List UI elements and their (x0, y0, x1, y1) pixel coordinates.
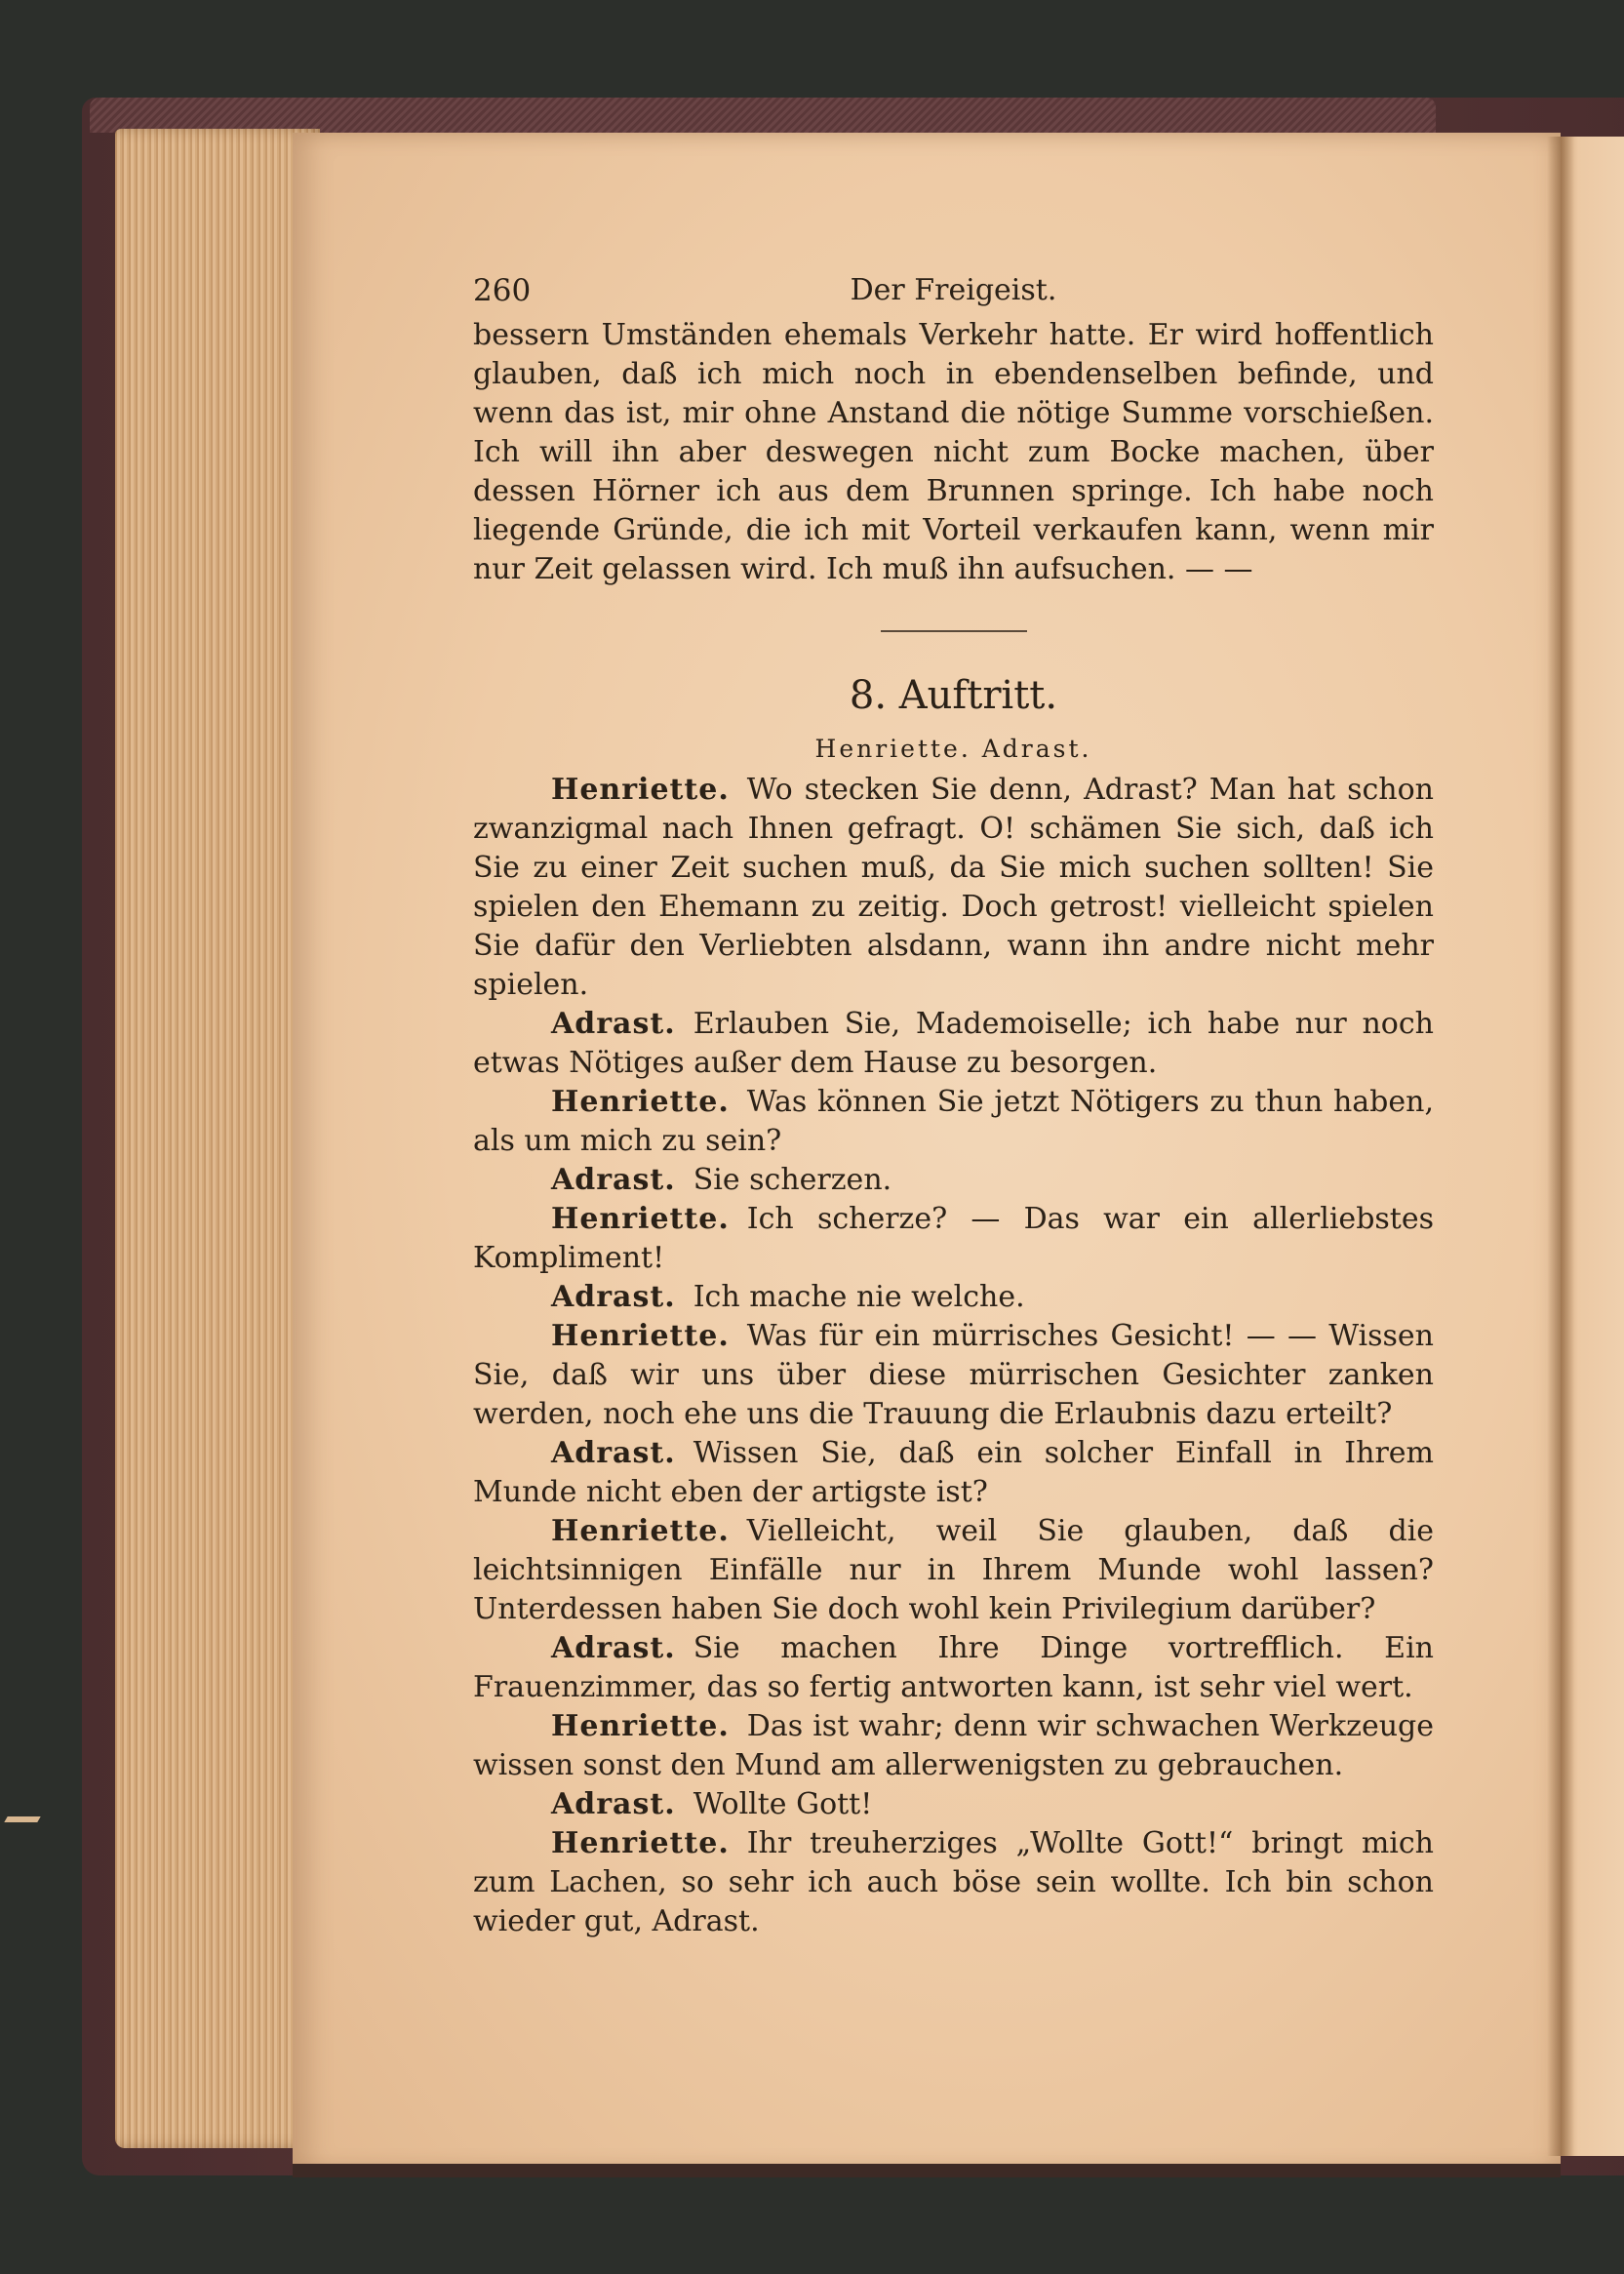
dialogue-line (473, 1161, 1434, 1200)
speaker-name: Adrast. (551, 1631, 676, 1665)
speaker-name: Henriette. (551, 1826, 730, 1860)
speech-text: Was können Sie jetzt Nötigers zu thun haben, als um mich zu sein? (473, 1085, 1434, 1158)
speaker-name: Adrast. (551, 1163, 676, 1197)
section-divider (881, 630, 1027, 632)
running-head (473, 271, 1434, 310)
page-bottom-edge (293, 2164, 1561, 2177)
page-number: 260 (473, 273, 532, 308)
speaker-name: Henriette. (551, 1514, 730, 1548)
speaker-name: Henriette. (551, 773, 730, 807)
page-block-edges (115, 129, 320, 2148)
dialogue-line (473, 771, 1434, 1005)
speaker-name: Henriette. (551, 1709, 730, 1743)
dialogue-line (473, 1824, 1434, 1941)
speech-text: Sie machen Ihre Dinge vortrefflich. Ein Frauenzimmer, das so fertig antworten kann, ist sehr viel wert. (473, 1631, 1434, 1704)
speech-text: Wo stecken Sie denn, Adrast? Man hat schon zwanzigmal nach Ihnen gefragt. O! schämen Sie sich, daß ich Sie zu einer Zeit suchen muß, da Sie mich suchen sollten! Sie spielen den Ehemann zu zeitig. Doch getrost! vielleicht spielen Sie dafür den Verliebten alsdann, wann ihn andre nicht mehr spielen. (473, 773, 1434, 1002)
speech-text: Wissen Sie, daß ein solcher Einfall in Ihrem Munde nicht eben der artigste ist? (473, 1436, 1434, 1509)
speaker-name: Adrast. (551, 1280, 676, 1314)
dialogue-line (473, 1278, 1434, 1317)
dialogue-line (473, 1629, 1434, 1707)
speaker-name: Henriette. (551, 1202, 730, 1236)
speech-text: Vielleicht, weil Sie glauben, daß die leichtsinnigen Einfälle nur in Ihrem Munde wohl lassen? Unterdessen haben Sie doch wohl kein Privilegium darüber? (473, 1514, 1434, 1626)
scene-heading: 8. Auftritt. (849, 673, 1058, 718)
speaker-name: Adrast. (551, 1436, 676, 1470)
dialogue-line (473, 1200, 1434, 1278)
speech-text: Das ist wahr; denn wir schwachen Werkzeuge wissen sonst den Mund am allerwenigsten zu gebrauchen. (473, 1709, 1434, 1782)
speech-text: Ich mache nie welche. (693, 1280, 1025, 1314)
speaker-name: Henriette. (551, 1319, 730, 1353)
paper-mark (4, 1816, 40, 1822)
dialogue (473, 771, 1434, 1941)
opening-paragraph: bessern Umständen ehemals Verkehr hatte. Er wird hoffentlich glauben, daß ich mich noch in ebendenselben befinde, und wenn das ist, mir ohne Anstand die nötige Summe vorschießen. Ich will ihn aber deswegen nicht zum Bocke machen, über dessen Hörner ich aus dem Brunnen springe. Ich habe noch liegende Gründe, die ich mit Vorteil verkaufen kann, wenn mir nur Zeit gelassen wird. Ich muß ihn aufsuchen. — — (473, 318, 1434, 586)
speaker-name: Henriette. (551, 1085, 730, 1119)
dialogue-line (473, 1707, 1434, 1785)
speaker-name: Adrast. (551, 1787, 676, 1821)
cover-top-edge (90, 98, 1436, 133)
scene-cast: Henriette. Adrast. (814, 735, 1092, 763)
dialogue-line (473, 1785, 1434, 1824)
page-text-block (473, 271, 1434, 1941)
running-title: Der Freigeist. (850, 273, 1057, 307)
dialogue-line (473, 1005, 1434, 1083)
speech-text: Ich scherze? — Das war ein allerliebstes Kompliment! (473, 1202, 1434, 1275)
gutter-shadow (1547, 137, 1574, 2156)
speaker-name: Adrast. (551, 1007, 676, 1041)
dialogue-line (473, 1434, 1434, 1512)
speech-text: Sie scherzen. (693, 1163, 892, 1197)
speech-text: Wollte Gott! (693, 1787, 873, 1821)
speech-text: Ihr treuherziges „Wollte Gott!“ bringt mich zum Lachen, so sehr ich auch böse sein wollte. Ich bin schon wieder gut, Adrast. (473, 1826, 1434, 1938)
dialogue-line (473, 1317, 1434, 1434)
dialogue-line (473, 1512, 1434, 1629)
speech-text: Erlauben Sie, Mademoiselle; ich habe nur noch etwas Nötiges außer dem Hause zu besorgen. (473, 1007, 1434, 1080)
dialogue-line (473, 1083, 1434, 1161)
speech-text: Was für ein mürrisches Gesicht! — — Wissen Sie, daß wir uns über diese mürrischen Gesichter zanken werden, noch ehe uns die Trauung die Erlaubnis dazu erteilt? (473, 1319, 1434, 1431)
